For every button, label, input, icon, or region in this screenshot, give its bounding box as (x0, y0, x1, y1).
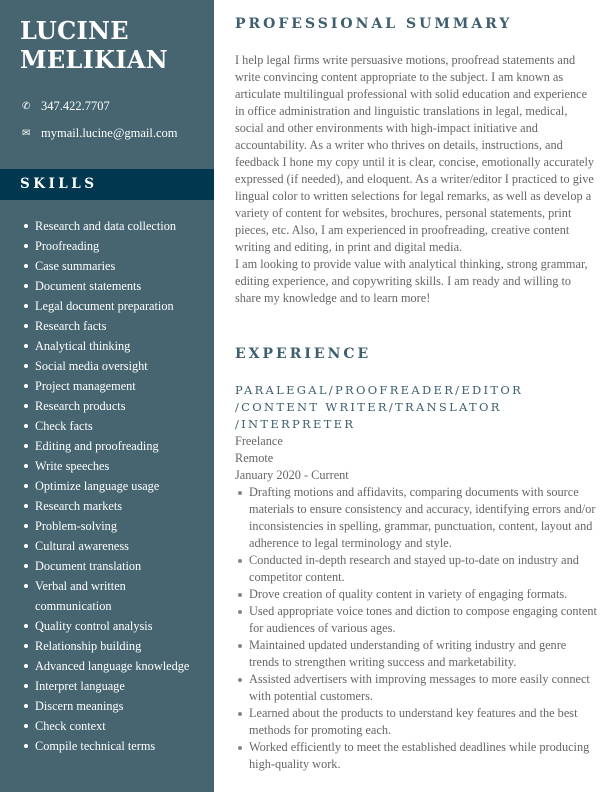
job-bullet: Learned about the products to understand key features and the best methods for promoting each. (235, 705, 597, 739)
skill-item: Discern meanings (24, 696, 204, 716)
skill-item: Research and data collection (24, 216, 204, 236)
skill-item: Compile technical terms (24, 736, 204, 756)
skill-item: Advanced language knowledge (24, 656, 204, 676)
job-company: Freelance (235, 434, 283, 448)
skill-item: Verbal and written communication (24, 576, 204, 616)
skill-item: Editing and proofreading (24, 436, 204, 456)
skills-header (0, 169, 214, 200)
skill-item: Legal document preparation (24, 296, 204, 316)
skill-item: Problem-solving (24, 516, 204, 536)
job-bullet: Drove creation of quality content in variety of engaging formats. (235, 586, 597, 603)
job-bullets (235, 484, 597, 773)
job-bullet: Drafting motions and affidavits, comparing documents with source materials to ensure consistency and accuracy, identifying errors and/or inconsistencies in spelling, grammar, punctuation, content, layout and adherence to legal terminology and style. (235, 484, 597, 552)
skill-item: Quality control analysis (24, 616, 204, 636)
experience-heading: EXPERIENCE (235, 346, 372, 362)
job-bullet: Maintained updated understanding of writing industry and genre trends to strengthen writing success and marketability. (235, 637, 597, 671)
skill-item: Analytical thinking (24, 336, 204, 356)
skill-item: Check context (24, 716, 204, 736)
skill-item: Social media oversight (24, 356, 204, 376)
email (22, 126, 177, 141)
job-dates: January 2020 - Current (235, 468, 349, 482)
summary-text: I help legal firms write persuasive motions, proofread statements and write convincing content appropriate to the subject. I am known as articulate multilingual professional with solid education and experience in office administration and linguistic translations in legal, medical, social and other environments with high-impact initiative and accountability. As a writer who thrives on details, instructions, and feedback I hone my copy until it is clear, concise, emotionally accurately expressed (if needed), and eloquent. As a writer/editor I practiced to give lingual color to written selections for legal remarks, as well as develop a variety of content for websites, brochures, personal statements, print pieces, etc. Also, I am experienced in proofreading, creative content writing and editing, in print and digital media. (235, 53, 595, 254)
job-bullet: Used appropriate voice tones and diction to compose engaging content for audiences of various ages. (235, 603, 597, 637)
envelope-icon: ✉ (22, 128, 31, 139)
phone-text: 347.422.7707 (41, 99, 110, 113)
skill-item: Research facts (24, 316, 204, 336)
skills-list (24, 216, 204, 756)
skill-item: Research markets (24, 496, 204, 516)
skill-item: Research products (24, 396, 204, 416)
job-title: PARALEGAL/PROOFREADER/EDITOR /CONTENT WRITER/TRANSLATOR /INTERPRETER (235, 383, 524, 431)
skill-item: Document translation (24, 556, 204, 576)
phone (22, 99, 110, 114)
skill-item: Proofreading (24, 236, 204, 256)
skill-item: Write speeches (24, 456, 204, 476)
name-line: MELIKIAN (20, 45, 169, 74)
summary (235, 52, 597, 307)
summary-text-2: I am looking to provide value with analytical thinking, strong grammar, editing experience, and copywriting skills. I am ready and willing to share my knowledge and to learn more! (235, 257, 588, 305)
summary-heading: PROFESSIONAL SUMMARY (235, 16, 513, 32)
job-location: Remote (235, 451, 274, 465)
job-info (235, 433, 349, 484)
skill-item: Relationship building (24, 636, 204, 656)
phone-icon: ✆ (22, 101, 31, 112)
skill-item: Optimize language usage (24, 476, 204, 496)
skills-title: SKILLS (20, 176, 98, 192)
sidebar (0, 0, 214, 792)
skill-item: Document statements (24, 276, 204, 296)
skill-item: Case summaries (24, 256, 204, 276)
skill-item: Cultural awareness (24, 536, 204, 556)
email-text: mymail.lucine@gmail.com (41, 126, 178, 140)
skill-item: Check facts (24, 416, 204, 436)
job-bullet: Assisted advertisers with improving messages to more easily connect with potential customers. (235, 671, 597, 705)
skill-item: Project management (24, 376, 204, 396)
name-line: LUCINE (20, 16, 129, 45)
candidate-name (20, 16, 168, 74)
job-bullet: Conducted in-depth research and stayed up-to-date on industry and competitor content. (235, 552, 597, 586)
skill-item: Interpret language (24, 676, 204, 696)
job-bullet: Worked efficiently to meet the established deadlines while producing high-quality work. (235, 739, 597, 773)
